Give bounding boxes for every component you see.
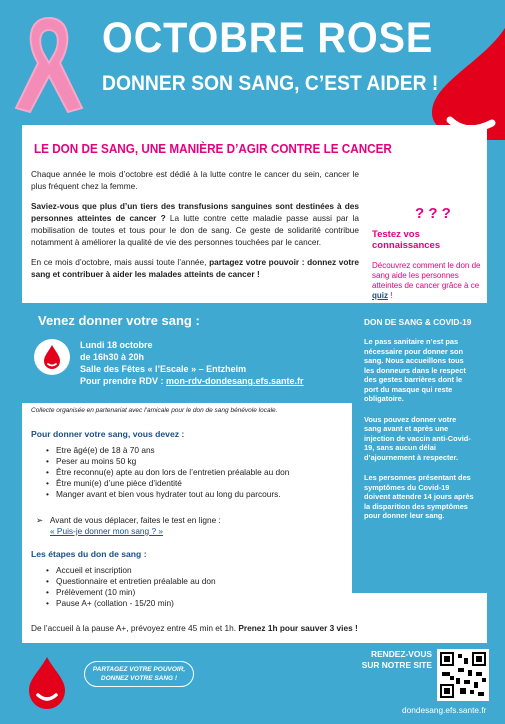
page-subtitle: DONNER SON SANG, C’EST AIDER ! [102, 72, 439, 95]
covid-paragraph-1: Le pass sanitaire n’est pas nécessaire pour donner son sang. Nous accueillons tous les donneurs dans le respect des gestes barrières dont le port du masque qui reste obligatoire. [364, 337, 466, 403]
quiz-text-after: ! [388, 291, 393, 300]
online-test-text: Avant de vous déplacer, faites le test en ligne : [49, 515, 221, 525]
appointment-rdv [80, 375, 304, 387]
collecte-note: Collecte organisée en partenariat avec l’amicale pour le don de sang bénévole locale. [31, 407, 278, 414]
appointment-time: de 16h30 à 20h [80, 352, 145, 362]
location-pin-icon [34, 339, 70, 375]
intro-paragraph-2 [31, 200, 359, 248]
list-item: • Prélèvement (10 min) [46, 587, 216, 598]
appointment-title: Venez donner votre sang : [38, 313, 200, 328]
main-card [22, 125, 487, 643]
intro-paragraph-3 [31, 256, 359, 280]
list-item: • Etre âgé(e) de 18 à 70 ans [46, 445, 289, 456]
intro-paragraph-2-rest: La lutte contre cette maladie passe aussi par la mobilisation de toutes et tous pour le don de sang. Ce geste de solidarité contribue notamment à améliorer la qualité de vie des personnes touchées par le cancer. [31, 213, 359, 247]
intro-text [31, 168, 359, 288]
card-title: LE DON DE SANG, UNE MANIÈRE D’AGIR CONTRE LE CANCER [34, 142, 392, 156]
list-item: • Peser au moins 50 kg [46, 456, 289, 467]
quiz-text [372, 261, 484, 301]
list-item: • Questionnaire et entretien préalable au don [46, 576, 216, 587]
covid-paragraph-3: Les personnes présentant des symptômes du Covid-19 doivent attendre 14 jours après la disparition des symptômes pour donner leur sang. [364, 473, 474, 520]
conditions-title: Pour donner votre sang, vous devez : [31, 429, 185, 439]
conditions-list [46, 445, 289, 500]
appointment-banner [22, 303, 352, 403]
covid-box [352, 303, 487, 593]
intro-paragraph-1: Chaque année le mois d’octobre est dédié à la lutte contre le cancer du sein, cancer le plus fréquent chez la femme. [31, 169, 359, 191]
steps-title: Les étapes du don de sang : [31, 549, 147, 559]
appointment-date: Lundi 18 octobre [80, 340, 153, 350]
list-item: • Pause A+ (collation - 15/20 min) [46, 598, 216, 609]
partagez-badge: PARTAGEZ VOTRE POUVOIR, DONNEZ VOTRE SANG ! [84, 661, 194, 687]
footer [0, 643, 505, 724]
rendez-vous-label [352, 649, 432, 671]
qr-code-icon[interactable] [437, 649, 489, 701]
rdv-link[interactable]: mon-rdv-dondesang.efs.sante.fr [166, 376, 304, 386]
covid-title: DON DE SANG & COVID-19 [364, 317, 472, 327]
list-item: • Manger avant et bien vous hydrater tout au long du parcours. [46, 489, 289, 500]
quiz-link[interactable]: quiz [372, 291, 388, 300]
page-title: OCTOBRE ROSE [102, 14, 434, 62]
final-note [31, 623, 358, 633]
online-test-link[interactable]: « Puis-je donner mon sang ? » [50, 526, 164, 536]
quiz-text-body: Découvrez comment le don de sang aide les personnes atteintes de cancer grâce à ce [372, 261, 481, 290]
rendez-vous-text: RENDEZ-VOUS SUR NOTRE SITE [361, 649, 432, 670]
list-item: • Accueil et inscription [46, 565, 216, 576]
header [0, 0, 505, 125]
pink-ribbon-icon [8, 8, 90, 120]
intro-paragraph-3-start: En ce mois d’octobre, mais aussi toute l’année, [31, 257, 210, 267]
rdv-label: Pour prendre RDV : [80, 376, 167, 386]
arrow-icon: ➢ [36, 515, 50, 525]
steps-list [46, 565, 216, 609]
appointment-place: Salle des Fêtes « l’Escale » – Entzheim [80, 364, 247, 374]
final-text: De l’accueil à la pause A+, prévoyez entre 45 min et 1h. [31, 623, 239, 633]
online-test [36, 515, 221, 537]
final-bold: Prenez 1h pour sauver 3 vies ! [238, 623, 358, 633]
intro-paragraph-3-bold: partagez votre pouvoir : donnez votre sang et contribuer à aider les malades atteints de cancer ! [31, 257, 359, 279]
quiz-title: Testez vos connaissances [372, 229, 441, 251]
list-item: • Être reconnu(e) apte au don lors de l’entretien préalable au don [46, 467, 289, 478]
website-link[interactable]: dondesang.efs.sante.fr [402, 705, 487, 715]
list-item: • Être muni(e) d’une pièce d’identité [46, 478, 289, 489]
intro-paragraph-2-bold: Saviez-vous que plus d’un tiers des transfusions sanguines sont destinées à des personnes atteintes de cancer ? [31, 201, 359, 223]
question-marks-icon: ? ? ? [415, 205, 451, 222]
blood-drop-icon [412, 28, 505, 140]
appointment-details [80, 339, 304, 387]
footer-blood-drop-icon [27, 657, 67, 709]
covid-paragraph-2: Vous pouvez donner votre sang avant et après une injection de vaccin anti-Covid-19, sans aucun délai d’ajournement à respecter. [364, 414, 471, 462]
